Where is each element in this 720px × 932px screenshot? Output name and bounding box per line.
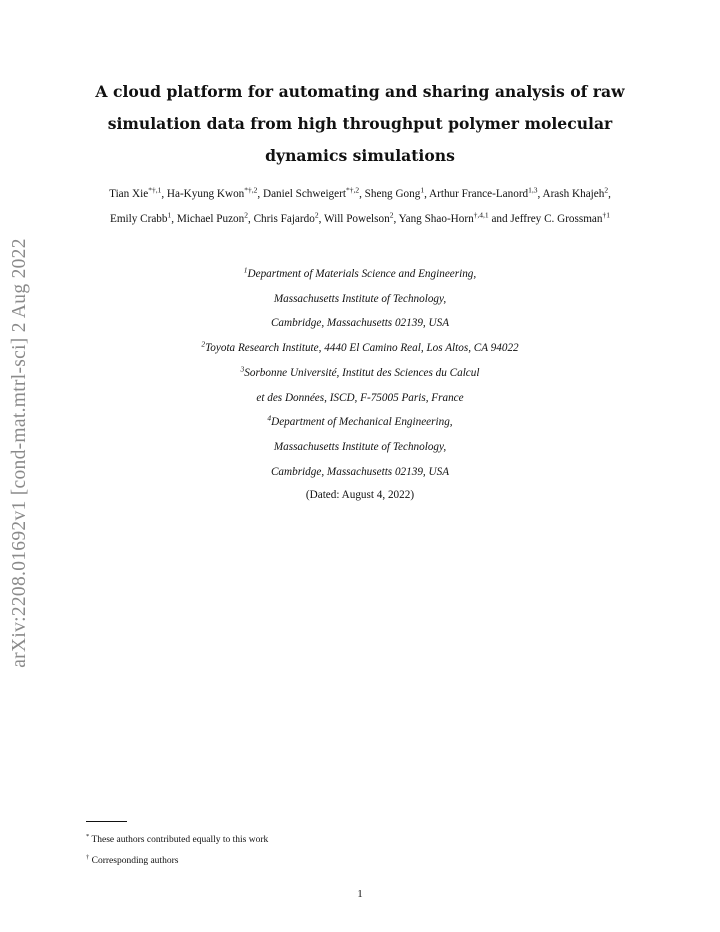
title-line: A cloud platform for automating and sharing analysis of raw: [95, 82, 625, 101]
footnote-mark: *: [86, 833, 90, 840]
title-line: simulation data from high throughput polymer molecular: [107, 114, 613, 133]
author-marks: 2: [389, 210, 394, 220]
affiliation-number: 2: [201, 339, 206, 349]
author-name: Ha-Kyung Kwon: [166, 188, 245, 200]
footnote-mark: †: [86, 854, 90, 862]
footnote-text: These authors contributed equally to this work: [91, 835, 269, 846]
affiliation-line: Cambridge, Massachusetts 02139, USA: [270, 465, 450, 478]
paper-title: [90, 76, 630, 172]
author-marks: 2: [604, 185, 609, 195]
author-name: Michael Puzon: [176, 213, 245, 225]
author-name: Daniel Schweigert: [263, 188, 346, 200]
author-marks: 2: [244, 210, 248, 220]
affiliation-line: [100, 361, 620, 386]
author-marks: *†,1: [148, 185, 162, 195]
affiliation-line: Massachusetts Institute of Technology,: [273, 292, 447, 305]
footnotes: [86, 828, 268, 870]
author-conjunction: and: [491, 213, 508, 225]
affiliation-text: Department of Mechanical Engineering,: [271, 416, 453, 429]
author-name: Will Powelson: [323, 213, 390, 225]
dated-line: (Dated: August 4, 2022): [305, 489, 415, 501]
affiliation-text: Sorbonne Université, Institut des Sciences du Calcul: [244, 366, 480, 379]
affiliation-line: [100, 336, 620, 361]
affiliation-line: Cambridge, Massachusetts 02139, USA: [270, 317, 450, 330]
author-name: Yang Shao-Horn: [398, 213, 474, 225]
author-marks: †,4,1: [473, 210, 489, 220]
footnote: [86, 828, 268, 849]
page-number: 1: [357, 888, 363, 900]
author-marks: *†,2: [345, 185, 360, 195]
author-name: Arthur France-Lanord: [429, 188, 529, 200]
author-marks: 1: [167, 210, 172, 220]
author-name: Chris Fajardo: [253, 213, 315, 225]
arxiv-stamp: [6, 210, 34, 696]
footnote-text: Corresponding authors: [91, 856, 179, 867]
author-name: Tian Xie: [109, 188, 149, 200]
footnote: [86, 849, 268, 870]
author-list: Tian Xie$^{*\dagger,1}$, Ha-Kyung Kwon$^{*\dagger,2}$, Daniel Schweigert$^{*\dagger,2}$, Sheng Gong$^1$, Arthur France-Lanord$^{1,3}$, Arash Khajeh$^2$, Emily Crabb$^1$, Michael Puzon$^2$, Chris Fajardo$^2$, Will Powelson$^2$, Yang Shao-Horn$^{\dagger,4,1}$ and Jeffrey C. Grossman$^{\dagger 1}$: [109, 185, 611, 225]
affiliation-number: 1: [243, 265, 248, 275]
affiliation-text: Department of Materials Science and Engineering,: [247, 268, 477, 280]
author-marks: 2: [314, 210, 319, 220]
affiliation-line: et des Données, ISCD, F-75005 Paris, France: [256, 391, 464, 404]
affiliation-number: 3: [240, 364, 245, 374]
author-name: Arash Khajeh: [542, 188, 605, 200]
author-marks: 1,3: [528, 185, 538, 195]
author-marks: †1: [602, 210, 610, 220]
affiliation-line: [100, 262, 620, 287]
affiliation-line: [100, 410, 620, 435]
author-name: Jeffrey C. Grossman: [510, 213, 603, 225]
arxiv-identifier: arXiv:2208.01692v1 [cond-mat.mtrl-sci] 2 Aug 2022: [9, 238, 30, 668]
footnote-rule: [86, 821, 127, 822]
author-marks: *†,2: [244, 185, 258, 195]
affiliation-number: 4: [267, 413, 272, 423]
affiliation-line: Massachusetts Institute of Technology,: [273, 440, 447, 453]
title-line: dynamics simulations: [265, 146, 455, 165]
affiliations: [100, 262, 620, 484]
author-marks: 1: [420, 185, 425, 195]
affiliation-text: Toyota Research Institute, 4440 El Camino Real, Los Altos, CA 94022: [205, 342, 519, 355]
author-name: Emily Crabb: [110, 213, 168, 225]
author-name: Sheng Gong: [364, 188, 421, 200]
